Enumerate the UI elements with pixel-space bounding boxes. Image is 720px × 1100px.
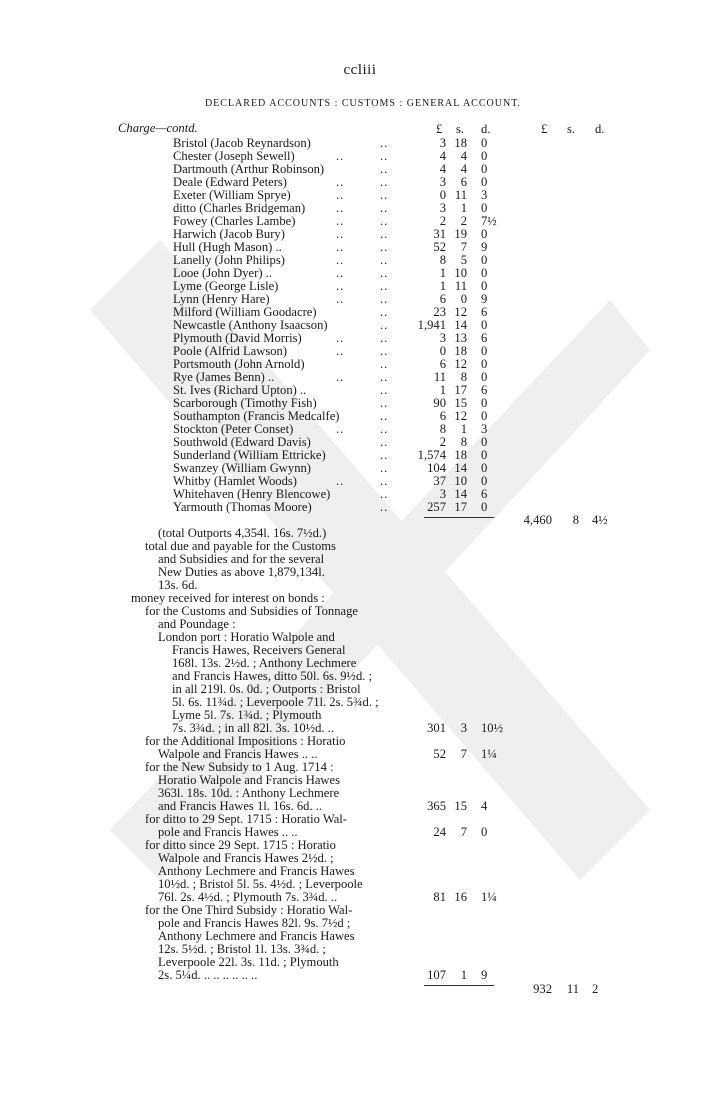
outport-pounds: 2 (439, 435, 446, 449)
interest-line: and Poundage : (158, 617, 236, 631)
outport-pounds: 3 (439, 136, 446, 150)
leader-dots: .. (336, 188, 345, 202)
leader-dots-fixed: .. (380, 136, 389, 150)
outport-pence: 6 (481, 487, 488, 501)
outports-total-pounds: 4,460 (523, 513, 552, 527)
leader-dots: .. (336, 344, 345, 358)
interest-total-pence: 2 (592, 982, 599, 996)
outport-pounds: 37 (433, 474, 446, 488)
outport-shillings: 1 (460, 422, 467, 436)
interest-line: and Francis Hawes 1l. 16s. 6d. .. (158, 799, 323, 813)
interest-line: 363l. 18s. 10d. : Anthony Lechmere (158, 786, 340, 800)
leader-dots-fixed: .. (380, 305, 389, 319)
leader-dots-fixed: .. (380, 266, 389, 280)
interest-line: London port : Horatio Walpole and (158, 630, 335, 644)
outport-pence: 0 (481, 357, 488, 371)
outport-name: Scarborough (Timothy Fish) (173, 396, 317, 410)
outport-pounds: 90 (433, 396, 446, 410)
outport-pounds: 23 (433, 305, 446, 319)
outport-pence: 0 (481, 162, 488, 176)
outport-pounds: 3 (439, 487, 446, 501)
outport-name: Rye (James Benn) .. (173, 370, 275, 384)
leader-dots-fixed: .. (380, 318, 389, 332)
outport-name: Southampton (Francis Medcalfe) (173, 409, 340, 423)
outport-pounds: 4 (439, 162, 446, 176)
leader-dots-fixed: .. (380, 227, 389, 241)
outport-name: Whitby (Hamlet Woods) (173, 474, 297, 488)
interest-line: and Francis Hawes, ditto 50l. 6s. 9½d. ; (172, 669, 373, 683)
leader-dots-fixed: .. (380, 253, 389, 267)
leader-dots-fixed: .. (380, 435, 389, 449)
outport-name: Lyme (George Lisle) (173, 279, 279, 293)
outport-shillings: 14 (454, 487, 467, 501)
outports-rule (424, 517, 494, 518)
outport-shillings: 7 (460, 240, 467, 254)
outport-name: ditto (Charles Bridgeman) (173, 201, 306, 215)
outport-shillings: 13 (454, 331, 467, 345)
leader-dots: .. (336, 175, 345, 189)
outport-pence: 7½ (481, 214, 497, 228)
leader-dots: .. (336, 279, 345, 293)
outport-shillings: 18 (454, 136, 467, 150)
leader-dots: .. (336, 370, 345, 384)
outport-pounds: 52 (433, 240, 446, 254)
total-due-line: New Duties as above 1,879,134l. (158, 565, 325, 579)
outport-pounds: 6 (439, 357, 446, 371)
leader-dots: .. (336, 292, 345, 306)
outport-shillings: 18 (454, 448, 467, 462)
outport-pence: 6 (481, 331, 488, 345)
interest-rule (424, 985, 494, 986)
interest-line: for the New Subsidy to 1 Aug. 1714 : (145, 760, 334, 774)
leader-dots: .. (336, 331, 345, 345)
leader-dots-fixed: .. (380, 214, 389, 228)
leader-dots: .. (336, 422, 345, 436)
outport-pounds: 0 (439, 344, 446, 358)
leader-dots: .. (336, 240, 345, 254)
outport-shillings: 0 (460, 292, 467, 306)
outport-name: Exeter (William Sprye) (173, 188, 291, 202)
outport-pence: 3 (481, 188, 488, 202)
outport-pence: 0 (481, 396, 488, 410)
interest-line: Lyme 5l. 7s. 1¾d. ; Plymouth (172, 708, 322, 722)
outport-pounds: 4 (439, 149, 446, 163)
interest-line: pole and Francis Hawes 82l. 9s. 7½d ; (158, 916, 351, 930)
outport-pence: 0 (481, 461, 488, 475)
leader-dots-fixed: .. (380, 474, 389, 488)
leader-dots: .. (336, 266, 345, 280)
interest-total-pounds: 932 (533, 982, 552, 996)
interest-pounds: 365 (427, 799, 446, 813)
outport-name: Swanzey (William Gwynn) (173, 461, 311, 475)
leader-dots: .. (336, 474, 345, 488)
outport-pounds: 8 (439, 422, 446, 436)
outports-total-pence: 4½ (592, 513, 608, 527)
interest-heading: money received for interest on bonds : (131, 591, 325, 605)
outport-name: Milford (William Goodacre) (173, 305, 317, 319)
outport-name: Lynn (Henry Hare) (173, 292, 270, 306)
leader-dots-fixed: .. (380, 357, 389, 371)
interest-pence: 0 (481, 825, 488, 839)
interest-line: 12s. 5½d. ; Bristol 1l. 13s. 3¾d. ; (158, 942, 326, 956)
outport-shillings: 4 (460, 149, 467, 163)
interest-pounds: 301 (427, 721, 446, 735)
outport-pence: 9 (481, 240, 488, 254)
col-header-pence: d. (481, 122, 491, 136)
leader-dots-fixed: .. (380, 162, 389, 176)
running-head: DECLARED ACCOUNTS : CUSTOMS : GENERAL ACCOUNT. (204, 98, 522, 109)
outport-shillings: 15 (454, 396, 467, 410)
interest-shillings: 3 (460, 721, 467, 735)
outport-pounds: 257 (427, 500, 446, 514)
outport-pence: 9 (481, 292, 488, 306)
outport-shillings: 18 (454, 344, 467, 358)
outport-shillings: 5 (460, 253, 467, 267)
page-number: ccliii (343, 62, 377, 78)
interest-line: Anthony Lechmere and Francis Hawes (158, 864, 355, 878)
total-due-line: total due and payable for the Customs (145, 539, 336, 553)
interest-shillings: 16 (454, 890, 467, 904)
interest-line: 5l. 6s. 11¾d. ; Leverpoole 71l. 2s. 5¾d. ; (172, 695, 379, 709)
interest-line: for the One Third Subsidy : Horatio Wal- (145, 903, 353, 917)
outport-pence: 0 (481, 370, 488, 384)
leader-dots-fixed: .. (380, 422, 389, 436)
outport-pence: 0 (481, 318, 488, 332)
outport-name: Deale (Edward Peters) (173, 175, 287, 189)
leader-dots-fixed: .. (380, 279, 389, 293)
leader-dots: .. (336, 214, 345, 228)
outport-shillings: 8 (460, 435, 467, 449)
total-outports-line: (total Outports 4,354l. 16s. 7½d.) (158, 526, 327, 540)
outport-name: Newcastle (Anthony Isaacson) (173, 318, 328, 332)
interest-pence: 4 (481, 799, 488, 813)
leader-dots-fixed: .. (380, 240, 389, 254)
leader-dots-fixed: .. (380, 487, 389, 501)
outport-pounds: 6 (439, 292, 446, 306)
outport-pence: 6 (481, 383, 488, 397)
interest-shillings: 15 (454, 799, 467, 813)
leader-dots-fixed: .. (380, 383, 389, 397)
outport-pence: 0 (481, 253, 488, 267)
interest-pence: 10½ (481, 721, 504, 735)
outport-pounds: 1 (439, 383, 446, 397)
outport-pence: 0 (481, 409, 488, 423)
leader-dots-fixed: .. (380, 461, 389, 475)
interest-line: Leverpoole 22l. 3s. 11d. ; Plymouth (158, 955, 339, 969)
interest-pounds: 24 (433, 825, 446, 839)
outport-pounds: 1,574 (417, 448, 446, 462)
outport-pence: 0 (481, 435, 488, 449)
interest-line: for ditto since 29 Sept. 1715 : Horatio (145, 838, 336, 852)
interest-line: for the Customs and Subsidies of Tonnage (145, 604, 358, 618)
interest-line: Horatio Walpole and Francis Hawes (158, 773, 341, 787)
outport-shillings: 12 (454, 409, 467, 423)
interest-shillings: 1 (460, 968, 467, 982)
interest-pence: 9 (481, 968, 488, 982)
total-due-line: and Subsidies and for the several (158, 552, 325, 566)
outport-pounds: 3 (439, 201, 446, 215)
interest-line: 10½d. ; Bristol 5l. 5s. 4½d. ; Leverpoole (158, 877, 363, 891)
outport-shillings: 10 (454, 474, 467, 488)
outport-name: Hull (Hugh Mason) .. (173, 240, 282, 254)
interest-line: 76l. 2s. 4½d. ; Plymouth 7s. 3¾d. .. (158, 890, 338, 904)
outport-shillings: 11 (454, 279, 467, 293)
total-due-line: 13s. 6d. (158, 578, 198, 592)
outport-name: St. Ives (Richard Upton) .. (173, 383, 307, 397)
outport-name: Bristol (Jacob Reynardson) (173, 136, 311, 150)
outport-shillings: 14 (454, 318, 467, 332)
leader-dots-fixed: .. (380, 396, 389, 410)
outport-name: Chester (Joseph Sewell) (173, 149, 295, 163)
outport-shillings: 6 (460, 175, 467, 189)
outport-shillings: 1 (460, 201, 467, 215)
outport-pence: 6 (481, 305, 488, 319)
outport-shillings: 2 (460, 214, 467, 228)
outport-name: Portsmouth (John Arnold) (173, 357, 305, 371)
outport-pence: 3 (481, 422, 488, 436)
outport-shillings: 17 (454, 383, 467, 397)
col-header-pence-total: d. (595, 122, 605, 136)
outport-pence: 0 (481, 344, 488, 358)
outport-pence: 0 (481, 227, 488, 241)
interest-line: Walpole and Francis Hawes 2½d. ; (158, 851, 334, 865)
charge-label: Charge—contd. (118, 121, 198, 135)
interest-pounds: 81 (433, 890, 446, 904)
outport-shillings: 14 (454, 461, 467, 475)
outport-shillings: 8 (460, 370, 467, 384)
leader-dots: .. (336, 227, 345, 241)
interest-pounds: 52 (433, 747, 446, 761)
outport-shillings: 17 (454, 500, 467, 514)
outport-name: Plymouth (David Morris) (173, 331, 302, 345)
interest-line: for ditto to 29 Sept. 1715 : Horatio Wal- (145, 812, 347, 826)
interest-line: in all 219l. 0s. 0d. ; Outports : Bristol (172, 682, 361, 696)
outport-pounds: 3 (439, 331, 446, 345)
outport-name: Sunderland (William Ettricke) (173, 448, 326, 462)
outport-name: Stockton (Peter Conset) (173, 422, 294, 436)
outport-shillings: 12 (454, 305, 467, 319)
outport-name: Poole (Alfrid Lawson) (173, 344, 288, 358)
outport-name: Southwold (Edward Davis) (173, 435, 311, 449)
leader-dots-fixed: .. (380, 448, 389, 462)
outport-pence: 0 (481, 279, 488, 293)
interest-line: Anthony Lechmere and Francis Hawes (158, 929, 355, 943)
outport-pounds: 1 (439, 279, 446, 293)
outport-pounds: 0 (439, 188, 446, 202)
outport-name: Whitehaven (Henry Blencowe) (173, 487, 331, 501)
interest-pounds: 107 (427, 968, 446, 982)
outport-pounds: 6 (439, 409, 446, 423)
outport-pence: 0 (481, 448, 488, 462)
interest-line: Francis Hawes, Receivers General (172, 643, 346, 657)
outport-pence: 0 (481, 500, 488, 514)
interest-line: Walpole and Francis Hawes .. .. (158, 747, 318, 761)
outport-pounds: 2 (439, 214, 446, 228)
outport-name: Fowey (Charles Lambe) (173, 214, 296, 228)
interest-line: 2s. 5¼d. .. .. .. .. .. .. (158, 968, 258, 982)
interest-pence: 1¼ (481, 747, 497, 761)
outport-name: Lanelly (John Philips) (173, 253, 285, 267)
outport-pounds: 8 (439, 253, 446, 267)
outports-total-shillings: 8 (572, 513, 579, 527)
interest-line: for the Additional Impositions : Horatio (145, 734, 346, 748)
outport-shillings: 19 (454, 227, 467, 241)
leader-dots: .. (336, 201, 345, 215)
interest-line: 168l. 13s. 2½d. ; Anthony Lechmere (172, 656, 357, 670)
leader-dots-fixed: .. (380, 370, 389, 384)
leader-dots-fixed: .. (380, 188, 389, 202)
leader-dots-fixed: .. (380, 409, 389, 423)
leader-dots-fixed: .. (380, 175, 389, 189)
leader-dots-fixed: .. (380, 149, 389, 163)
interest-total-shillings: 11 (566, 982, 579, 996)
outport-name: Harwich (Jacob Bury) (173, 227, 285, 241)
leader-dots: .. (336, 149, 345, 163)
outport-name: Looe (John Dyer) .. (173, 266, 272, 280)
outport-pence: 0 (481, 136, 488, 150)
interest-shillings: 7 (460, 825, 467, 839)
interest-line: pole and Francis Hawes .. .. (158, 825, 298, 839)
leader-dots-fixed: .. (380, 331, 389, 345)
leader-dots-fixed: .. (380, 500, 389, 514)
outport-pounds: 3 (439, 175, 446, 189)
outport-shillings: 11 (454, 188, 467, 202)
outport-name: Yarmouth (Thomas Moore) (173, 500, 312, 514)
outport-shillings: 10 (454, 266, 467, 280)
col-header-pounds: £ (436, 122, 443, 136)
interest-pence: 1¼ (481, 890, 497, 904)
outport-shillings: 12 (454, 357, 467, 371)
leader-dots: .. (336, 253, 345, 267)
leader-dots-fixed: .. (380, 201, 389, 215)
outport-pounds: 1,941 (417, 318, 446, 332)
outport-pounds: 104 (427, 461, 446, 475)
outport-pence: 0 (481, 201, 488, 215)
interest-shillings: 7 (460, 747, 467, 761)
outport-name: Dartmouth (Arthur Robinson) (173, 162, 325, 176)
leader-dots-fixed: .. (380, 344, 389, 358)
outport-pence: 0 (481, 149, 488, 163)
col-header-shillings: s. (456, 122, 465, 136)
outport-pounds: 31 (433, 227, 446, 241)
col-header-shillings-total: s. (567, 122, 576, 136)
interest-line: 7s. 3¾d. ; in all 82l. 3s. 10½d. .. (172, 721, 334, 735)
outport-shillings: 4 (460, 162, 467, 176)
leader-dots-fixed: .. (380, 292, 389, 306)
outport-pence: 0 (481, 175, 488, 189)
outport-pounds: 1 (439, 266, 446, 280)
outport-pence: 0 (481, 474, 488, 488)
col-header-pounds-total: £ (541, 122, 548, 136)
outport-pence: 0 (481, 266, 488, 280)
outport-pounds: 11 (433, 370, 446, 384)
